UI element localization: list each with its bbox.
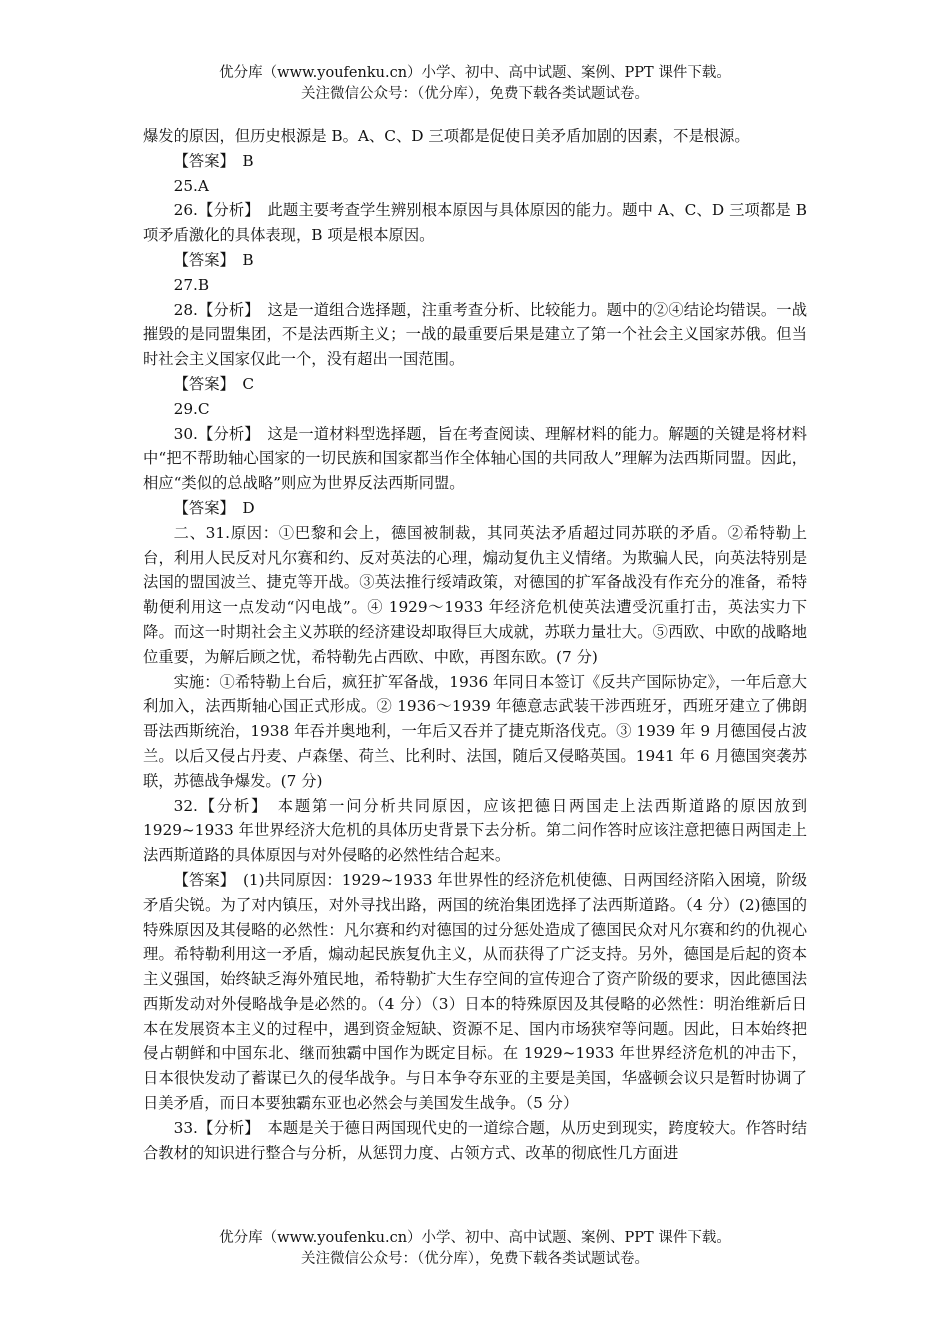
analysis-paragraph: 32.【分析】 本题第一问分析共同原因，应该把德日两国走上法西斯道路的原因放到 1929~1933 年世界经济大危机的具体历史背景下去分析。第二问作答时应该注意把德日两国走上法西斯道路的具体原因与对外侵略的必然性结合起来。 [143, 796, 807, 865]
analysis-paragraph: 26.【分析】 此题主要考查学生辨别根本原因与具体原因的能力。题中 A、C、D 三项都是 B 项矛盾激化的具体表现，B 项是根本原因。 [143, 201, 807, 245]
document-body [143, 124, 807, 1165]
analysis-paragraph: 30.【分析】 这是一道材料型选择题，旨在考查阅读、理解材料的能力。解题的关键是将材料中“把不帮助轴心国家的一切民族和国家都当作全体轴心国的共同敌人”理解为法西斯同盟。因此，相应“类似的总战略”则应为世界反法西斯同盟。 [143, 424, 807, 493]
page-footer [0, 1228, 950, 1270]
answer-paragraph: 【答案】 (1)共同原因：1929~1933 年世界性的经济危机使德、日两国经济陷入困境，阶级矛盾尖锐。为了对内镇压，对外寻找出路，两国的统治集团选择了法西斯道路。（4 分）(2)德国的特殊原因及其侵略的必然性：凡尔赛和约对德国的过分惩处造成了德国民众对凡尔赛和约的仇视心理。希特勒利用这一矛盾，煽动起民族复仇主义，从而获得了广泛支持。另外，德国是后起的资本主义强国，始终缺乏海外殖民地，希特勒扩大生存空间的宣传迎合了资产阶级的要求，因此德国法西斯发动对外侵略战争是必然的。（4 分）（3）日本的特殊原因及其侵略的必然性：明治维新后日本在发展资本主义的过程中，遇到资金短缺、资源不足、国内市场狭窄等问题。因此，日本始终把侵占朝鲜和中国东北、继而独霸中国作为既定目标。在 1929~1933 年世界经济危机的冲击下，日本很快发动了蓄谋已久的侵华战争。与日本争夺东亚的主要是美国，华盛顿会议只是暂时协调了日美矛盾，而日本要独霸东亚也必然会与美国发生战争。（5 分） [143, 870, 807, 1113]
answer-paragraph: 实施：①希特勒上台后，疯狂扩军备战，1936 年同日本签订《反共产国际协定》，一年后意大利加入，法西斯轴心国正式形成。② 1936～1939 年德意志武装干涉西班牙，西班牙建立了佛朗哥法西斯统治，1938 年吞并奥地利，一年后又吞并了捷克斯洛伐克。③ 1939 年 9 月德国侵占波兰。以后又侵占丹麦、卢森堡、荷兰、比利时、法国，随后又侵略英国。1941 年 6 月德国突袭苏联，苏德战争爆发。(7 分) [143, 672, 807, 790]
answer-line: 【答案】 C [173, 374, 255, 393]
page-header [0, 63, 950, 105]
answer-line: 25.A [173, 176, 209, 195]
answer-line: 【答案】 D [173, 498, 255, 517]
answer-line: 27.B [173, 275, 210, 294]
footer-line-1: 优分库（www.youfenku.cn）小学、初中、高中试题、案例、PPT 课件下载。 [219, 1230, 731, 1246]
paragraph: 爆发的原因，但历史根源是 B。A、C、D 三项都是促使日美矛盾加剧的因素，不是根源。 [143, 127, 750, 145]
answer-line: 29.C [173, 399, 210, 418]
answer-line: 【答案】 B [173, 250, 254, 269]
answer-line: 【答案】 B [173, 151, 254, 170]
header-line-1: 优分库（www.youfenku.cn）小学、初中、高中试题、案例、PPT 课件下载。 [219, 65, 731, 81]
analysis-paragraph: 28.【分析】 这是一道组合选择题，注重考查分析、比较能力。题中的②④结论均错误。一战摧毁的是同盟集团，不是法西斯主义；一战的最重要后果是建立了第一个社会主义国家苏俄。但当时社会主义国家仅此一个，没有超出一国范围。 [143, 300, 807, 369]
answer-paragraph: 二、31.原因：①巴黎和会上，德国被制裁，其同英法矛盾超过同苏联的矛盾。②希特勒上台，利用人民反对凡尔赛和约、反对英法的心理，煽动复仇主义情绪。为欺骗人民，向英法特别是法国的盟国波兰、捷克等开战。③英法推行绥靖政策，对德国的扩军备战没有作充分的准备，希特勒便利用这一点发动“闪电战”。④ 1929～1933 年经济危机使英法遭受沉重打击，英法实力下降。而这一时期社会主义苏联的经济建设却取得巨大成就，苏联力量壮大。⑤西欧、中欧的战略地位重要，为解后顾之忧，希特勒先占西欧、中欧，再图东欧。(7 分) [143, 523, 807, 666]
footer-line-2: 关注微信公众号：（优分库），免费下载各类试题试卷。 [301, 1251, 649, 1267]
header-line-2: 关注微信公众号：（优分库），免费下载各类试题试卷。 [301, 86, 649, 102]
analysis-paragraph: 33.【分析】 本题是关于德日两国现代史的一道综合题，从历史到现实，跨度较大。作答时结合教材的知识进行整合与分析，从惩罚力度、占领方式、改革的彻底性几方面进 [143, 1118, 807, 1162]
